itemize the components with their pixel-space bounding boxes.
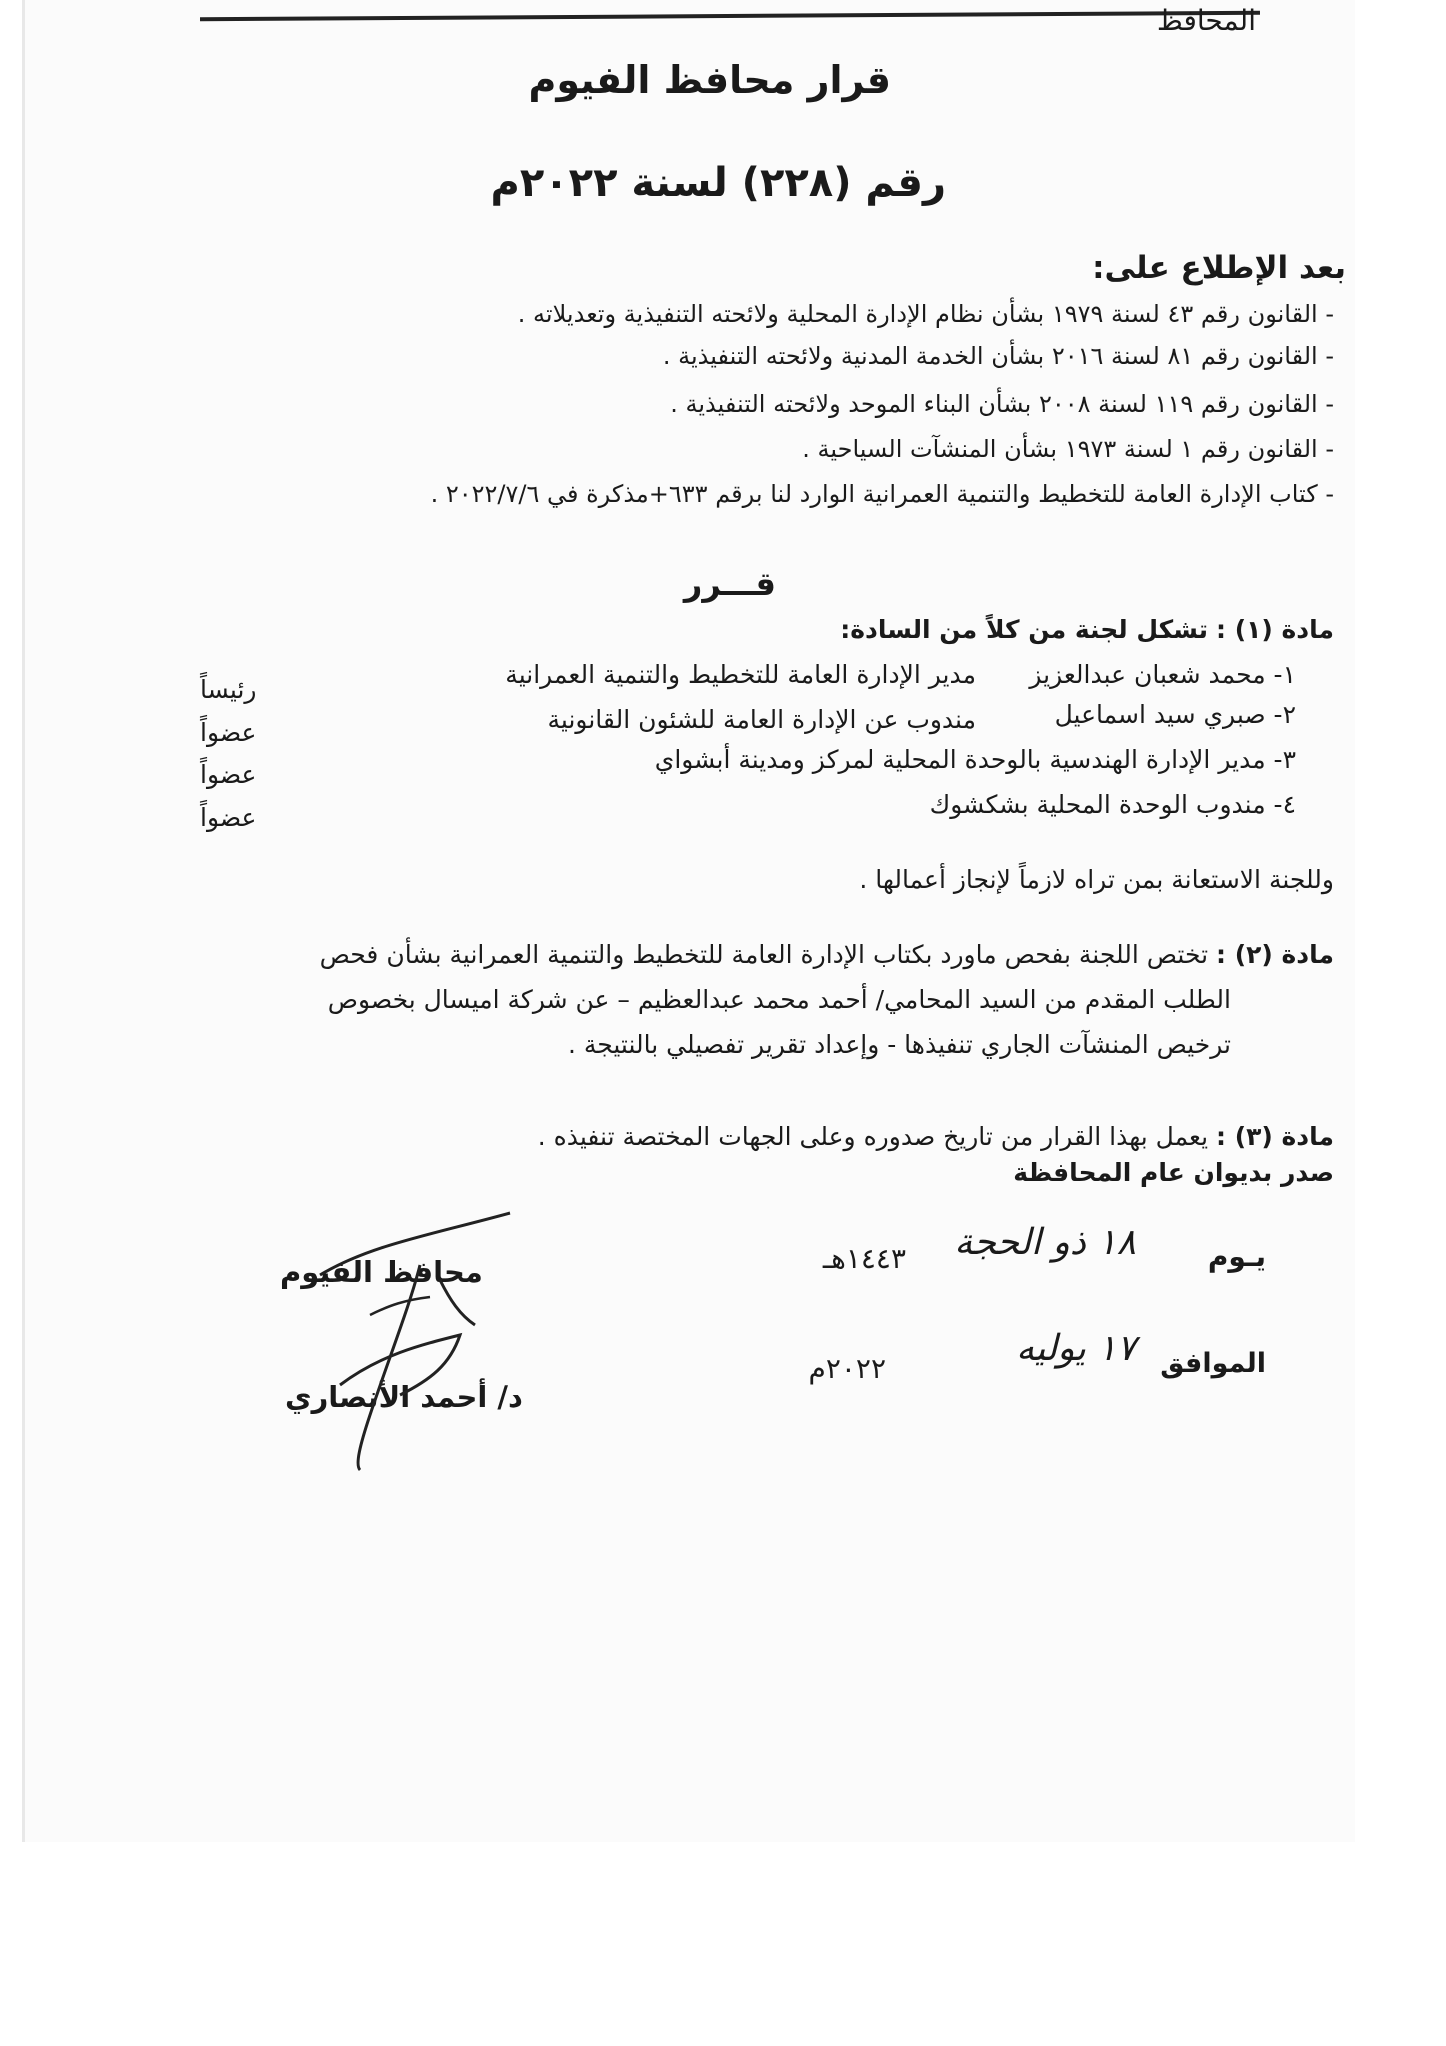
- decided-heading: قـــرر: [683, 565, 776, 603]
- member-title: عضواً: [200, 760, 257, 789]
- article-1-label: مادة (١) :: [1216, 615, 1334, 644]
- day-value: ١٨ ذو الحجة: [954, 1222, 1136, 1263]
- article-1-text: تشكل لجنة من كلاً من السادة:: [840, 615, 1209, 644]
- article-2: [320, 940, 1334, 969]
- article-2-line: تختص اللجنة بفحص ماورد بكتاب الإدارة العامة للتخطيط والتنمية العمرانية بشأن فحص: [319, 940, 1209, 969]
- committee-note: وللجنة الاستعانة بمن تراه لازماً لإنجاز أعمالها .: [859, 865, 1334, 894]
- decree-number: رقم (٢٢٨) لسنة ٢٠٢٢م: [490, 160, 946, 206]
- gregorian-year: ٢٠٢٢م: [808, 1352, 886, 1385]
- member-title: عضواً: [200, 718, 257, 747]
- reference-item: - القانون رقم ٤٣ لسنة ١٩٧٩ بشأن نظام الإدارة المحلية ولائحته التنفيذية وتعديلاته .: [517, 300, 1334, 328]
- article-1: [840, 615, 1334, 644]
- article-2-label: مادة (٢) :: [1216, 940, 1334, 969]
- signatory-name: د/ أحمد الأنصاري: [285, 1380, 523, 1414]
- member-title: عضواً: [200, 803, 257, 832]
- signatory-title: محافظ الفيوم: [280, 1255, 483, 1289]
- issuance-place: صدر بديوان عام المحافظة: [1013, 1158, 1334, 1187]
- preamble-intro: بعد الإطلاع على:: [1092, 250, 1346, 286]
- article-3: [538, 1122, 1334, 1151]
- reference-item: - القانون رقم ١١٩ لسنة ٢٠٠٨ بشأن البناء الموحد ولائحته التنفيذية .: [670, 390, 1334, 418]
- member-role: مدير الإدارة العامة للتخطيط والتنمية العمرانية: [505, 660, 976, 689]
- member-role: مندوب عن الإدارة العامة للشئون القانونية: [547, 705, 976, 734]
- gregorian-value: ١٧ يوليه: [1016, 1328, 1136, 1369]
- article-2-line: الطلب المقدم من السيد المحامي/ أحمد محمد عبدالعظيم – عن شركة اميسال بخصوص: [327, 985, 1231, 1014]
- member-title: رئيساً: [200, 675, 257, 704]
- hijri-year: ١٤٤٣هـ: [822, 1242, 906, 1275]
- reference-item: - القانون رقم ٨١ لسنة ٢٠١٦ بشأن الخدمة المدنية ولائحته التنفيذية .: [662, 342, 1334, 370]
- article-3-label: مادة (٣) :: [1216, 1122, 1334, 1151]
- corresponding-label: الموافق: [1160, 1348, 1266, 1379]
- member-name: ١- محمد شعبان عبدالعزيز: [1029, 660, 1296, 689]
- article-3-text: يعمل بهذا القرار من تاريخ صدوره وعلى الجهات المختصة تنفيذه .: [537, 1122, 1209, 1151]
- decree-title: قرار محافظ الفيوم: [528, 58, 891, 102]
- member-name: ٣- مدير الإدارة الهندسية بالوحدة المحلية لمركز ومدينة أبشواي: [654, 745, 1296, 774]
- reference-item: - كتاب الإدارة العامة للتخطيط والتنمية العمرانية الوارد لنا برقم ٦٣٣+مذكرة في ٢٠٢٢/٧/٦ .: [430, 480, 1334, 508]
- member-name: ٤- مندوب الوحدة المحلية بشكشوك: [929, 790, 1296, 819]
- handwritten-signature: [300, 1205, 540, 1475]
- day-label: يـوم: [1207, 1240, 1266, 1273]
- article-2-line: ترخيص المنشآت الجاري تنفيذها - وإعداد تقرير تفصيلي بالنتيجة .: [567, 1030, 1231, 1059]
- reference-item: - القانون رقم ١ لسنة ١٩٧٣ بشأن المنشآت السياحية .: [802, 435, 1334, 463]
- header-label: المحافظ: [1156, 4, 1256, 37]
- member-name: ٢- صبري سيد اسماعيل: [1054, 700, 1296, 729]
